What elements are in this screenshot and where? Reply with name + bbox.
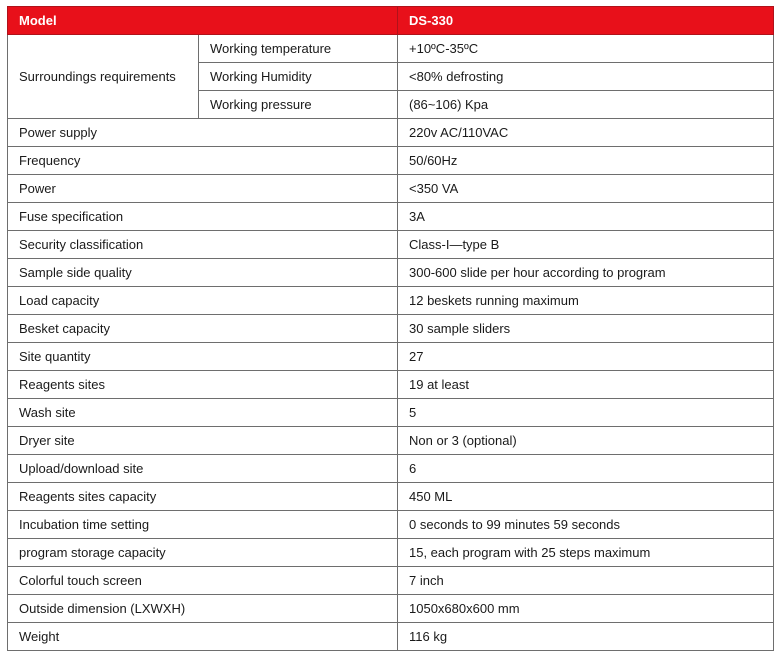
table-row <box>8 147 774 175</box>
spec-name: Weight <box>8 623 398 651</box>
spec-name: Outside dimension (LXWXH) <box>8 595 398 623</box>
spec-name: Site quantity <box>8 343 398 371</box>
spec-value: 116 kg <box>398 623 774 651</box>
spec-name: Incubation time setting <box>8 511 398 539</box>
table-row <box>8 483 774 511</box>
table-row <box>8 539 774 567</box>
spec-value: 6 <box>398 455 774 483</box>
spec-name: Power <box>8 175 398 203</box>
table-row <box>8 35 774 63</box>
spec-value: 30 sample sliders <box>398 315 774 343</box>
spec-name: Reagents sites <box>8 371 398 399</box>
spec-name: Reagents sites capacity <box>8 483 398 511</box>
spec-value: 19 at least <box>398 371 774 399</box>
spec-name: Dryer site <box>8 427 398 455</box>
table-row <box>8 427 774 455</box>
table-row <box>8 623 774 651</box>
spec-value: 3A <box>398 203 774 231</box>
header-row <box>8 7 774 35</box>
spec-value: Class-I—type B <box>398 231 774 259</box>
table-row <box>8 595 774 623</box>
spec-name: Load capacity <box>8 287 398 315</box>
spec-value: 7 inch <box>398 567 774 595</box>
spec-value: 450 ML <box>398 483 774 511</box>
spec-value: <350 VA <box>398 175 774 203</box>
header-model-value: DS-330 <box>398 7 774 35</box>
sub-spec-value: +10ºC-35ºC <box>398 35 774 63</box>
table-row <box>8 567 774 595</box>
spec-name: Security classification <box>8 231 398 259</box>
spec-name: Wash site <box>8 399 398 427</box>
surroundings-group-label: Surroundings requirements <box>8 35 199 119</box>
spec-value: 15, each program with 25 steps maximum <box>398 539 774 567</box>
table-row <box>8 259 774 287</box>
spec-name: Colorful touch screen <box>8 567 398 595</box>
table-row <box>8 315 774 343</box>
spec-value: Non or 3 (optional) <box>398 427 774 455</box>
spec-name: Power supply <box>8 119 398 147</box>
spec-value: 50/60Hz <box>398 147 774 175</box>
table-row <box>8 455 774 483</box>
table-row <box>8 231 774 259</box>
spec-name: Upload/download site <box>8 455 398 483</box>
table-row <box>8 203 774 231</box>
spec-name: program storage capacity <box>8 539 398 567</box>
header-model-label: Model <box>8 7 398 35</box>
spec-name: Besket capacity <box>8 315 398 343</box>
spec-name: Fuse specification <box>8 203 398 231</box>
spec-value: 5 <box>398 399 774 427</box>
spec-value: 0 seconds to 99 minutes 59 seconds <box>398 511 774 539</box>
sub-spec-value: <80% defrosting <box>398 63 774 91</box>
spec-value: 220v AC/110VAC <box>398 119 774 147</box>
spec-value: 1050x680x600 mm <box>398 595 774 623</box>
spec-value: 27 <box>398 343 774 371</box>
spec-name: Sample side quality <box>8 259 398 287</box>
table-row <box>8 399 774 427</box>
spec-value: 300-600 slide per hour according to program <box>398 259 774 287</box>
sub-spec-value: (86~106) Kpa <box>398 91 774 119</box>
table-row <box>8 371 774 399</box>
spec-table <box>7 6 774 651</box>
sub-spec-name: Working pressure <box>199 91 398 119</box>
sub-spec-name: Working temperature <box>199 35 398 63</box>
sub-spec-name: Working Humidity <box>199 63 398 91</box>
table-row <box>8 287 774 315</box>
spec-name: Frequency <box>8 147 398 175</box>
table-row <box>8 175 774 203</box>
table-row <box>8 343 774 371</box>
table-row <box>8 511 774 539</box>
table-row <box>8 119 774 147</box>
spec-value: 12 beskets running maximum <box>398 287 774 315</box>
